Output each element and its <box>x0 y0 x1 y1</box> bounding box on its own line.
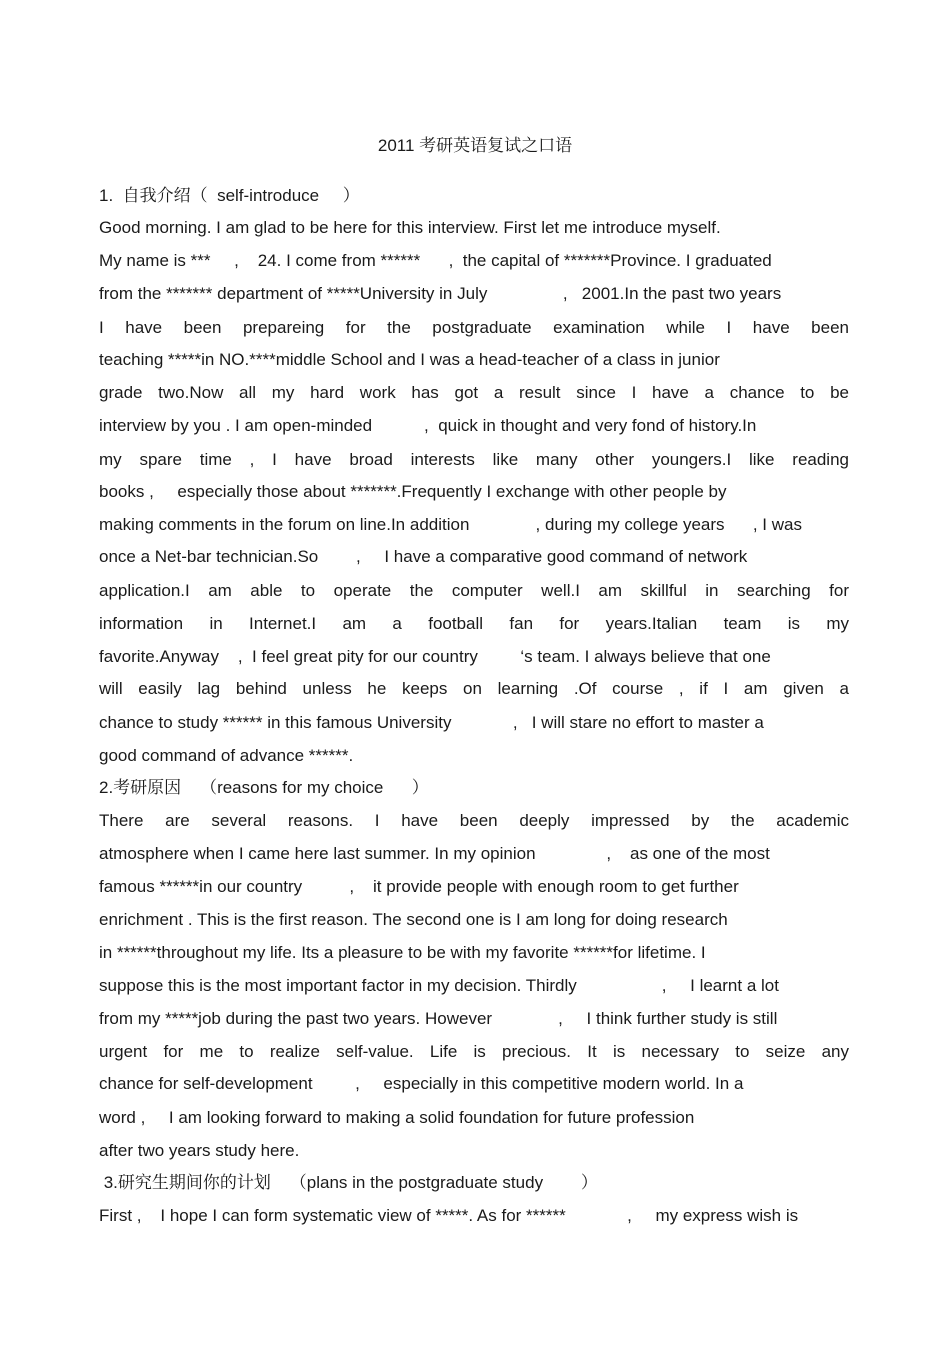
paragraph-line: word , I am looking forward to making a solid foundation for future profession <box>99 1108 695 1127</box>
paragraph-line: making comments in the forum on line.In addition , during my college years , I was <box>99 515 802 534</box>
paragraph-line: chance for self-development , especially in this competitive modern world. In a <box>99 1074 744 1093</box>
paragraph-line: application.I am able to operate the computer well.I am skillful in searching for <box>99 581 849 600</box>
paragraph-line: First , I hope I can form systematic view of *****. As for ****** , my express wish is <box>99 1206 799 1225</box>
document-title: 2011 考研英语复试之口语 <box>377 136 573 155</box>
paragraph-line: Good morning. I am glad to be here for this interview. First let me introduce myself. <box>99 218 721 237</box>
paragraph-line: from the ******* department of *****University in July , 2001.In the past two years <box>99 284 782 303</box>
paragraph-line: after two years study here. <box>99 1141 300 1160</box>
paragraph-line: chance to study ****** in this famous University , I will stare no effort to master a <box>99 713 764 732</box>
heading-self-introduce: 1. 自我介绍（ self-introduce ） <box>99 186 360 205</box>
paragraph-line: will easily lag behind unless he keeps on learning .Of course , if I am given a <box>99 679 849 698</box>
heading-reasons: 2.考研原因 （reasons for my choice ） <box>99 778 429 797</box>
paragraph-line: information in Internet.I am a football fan for years.Italian team is my <box>99 614 849 633</box>
paragraph-line: There are several reasons. I have been deeply impressed by the academic <box>99 811 849 830</box>
paragraph-line: suppose this is the most important factor in my decision. Thirdly , I learnt a lot <box>99 976 779 995</box>
paragraph-line: books , especially those about *******.Frequently I exchange with other people by <box>99 482 727 501</box>
paragraph-line: favorite.Anyway , I feel great pity for our country ‘s team. I always believe that one <box>99 647 771 666</box>
paragraph-line: enrichment . This is the first reason. The second one is I am long for doing research <box>99 910 728 929</box>
paragraph-line: famous ******in our country , it provide people with enough room to get further <box>99 877 739 896</box>
paragraph-line: from my *****job during the past two years. However , I think further study is still <box>99 1009 778 1028</box>
paragraph-line: grade two.Now all my hard work has got a result since I have a chance to be <box>99 383 849 402</box>
paragraph-line: in ******throughout my life. Its a pleasure to be with my favorite ******for lifetime. I <box>99 943 706 962</box>
paragraph-line: urgent for me to realize self-value. Life is precious. It is necessary to seize any <box>99 1042 849 1061</box>
heading-plans: 3.研究生期间你的计划 （plans in the postgraduate study ） <box>99 1173 598 1192</box>
paragraph-line: good command of advance ******. <box>99 746 354 765</box>
paragraph-line: teaching *****in NO.****middle School and I was a head-teacher of a class in junior <box>99 350 720 369</box>
paragraph-line: My name is *** , 24. I come from ****** , the capital of *******Province. I graduated <box>99 251 772 270</box>
paragraph-line: once a Net-bar technician.So , I have a comparative good command of network <box>99 547 748 566</box>
paragraph-line: I have been prepareing for the postgraduate examination while I have been <box>99 318 849 337</box>
paragraph-line: atmosphere when I came here last summer. In my opinion , as one of the most <box>99 844 770 863</box>
paragraph-line: my spare time , I have broad interests like many other youngers.I like reading <box>99 450 849 469</box>
paragraph-line: interview by you . I am open-minded , quick in thought and very fond of history.In <box>99 416 757 435</box>
